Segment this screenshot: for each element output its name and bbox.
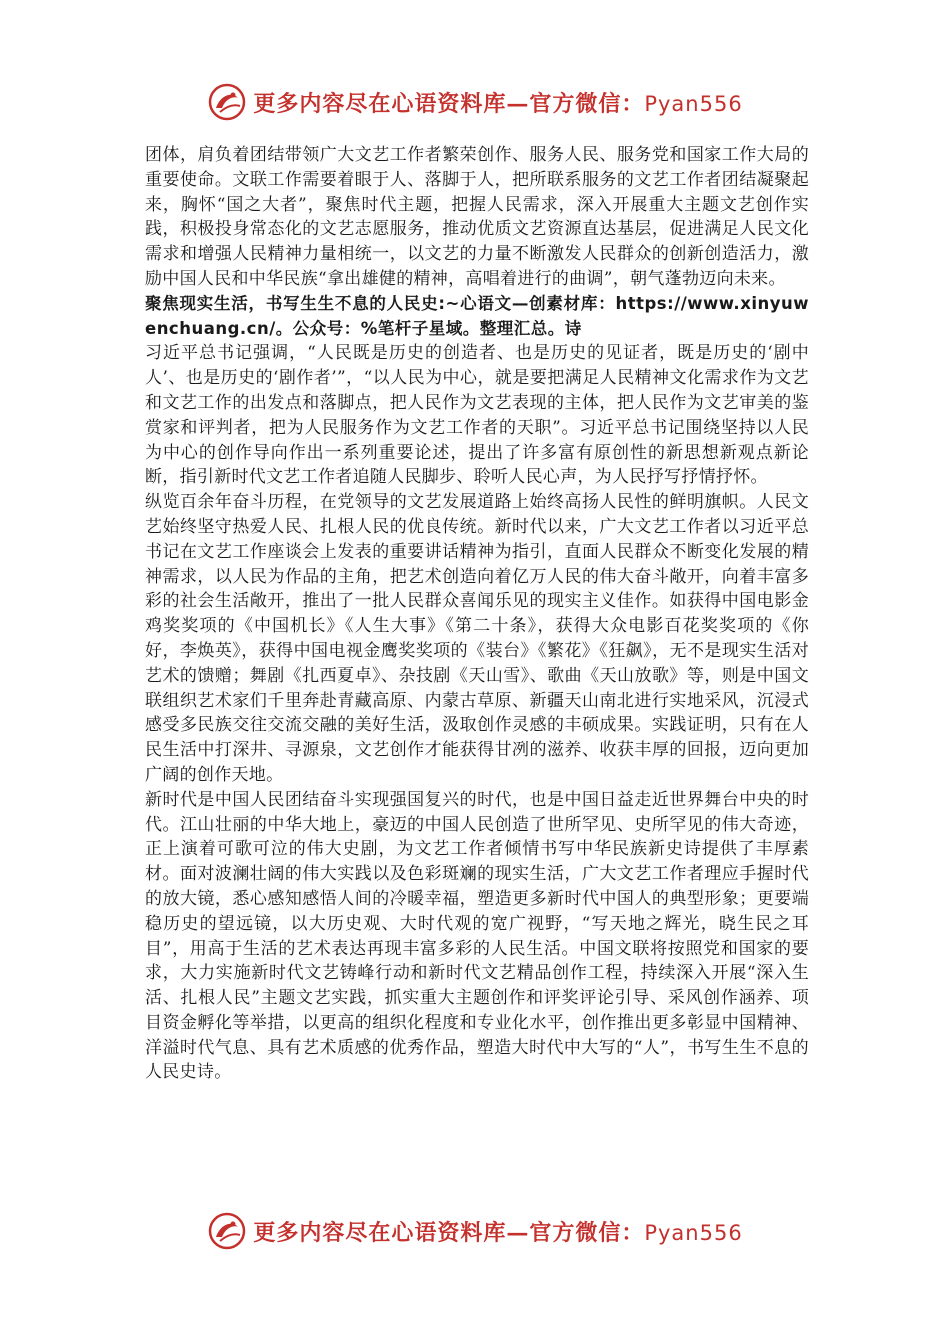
paragraph: 团体，肩负着团结带领广大文艺工作者繁荣创作、服务人民、服务党和国家工作大局的重要使命。文联工作需要着眼于人、落脚于人，把所联系服务的文艺工作者团结凝聚起来，胸怀“国之大者”，聚焦时代主题，把握人民需求，深入开展重大主题文艺创作实践，积极投身常态化的文艺志愿服务，推动优质文艺资源直达基层，促进满足人民文化需求和增强人民精神力量相统一，以文艺的力量不断激发人民群众的创新创造活力，激励中国人民和中华民族“拿出雄健的精神，高唱着进行的曲调”，朝气蓬勃迈向未来。 xyxy=(145,145,809,289)
wechat-id: Pyan556 xyxy=(644,1220,743,1245)
header-banner xyxy=(0,78,950,126)
paragraph: 新时代是中国人民团结奋斗实现强国复兴的时代，也是中国日益走近世界舞台中央的时代。江山壮丽的中华大地上，豪迈的中国人民创造了世所罕见、史所罕见的伟大奇迹，正上演着可歌可泣的伟大史剧，为文艺工作者倾情书写中华民族新史诗提供了丰厚素材。面对波澜壮阔的伟大实践以及色彩斑斓的现实生活，广大文艺工作者理应手握时代的放大镜，悉心感知感悟人间的冷暖幸福，塑造更多新时代中国人的典型形象；更要端稳历史的望远镜，以大历史观、大时代观的宽广视野，“写天地之辉光，晓生民之耳目”，用高于生活的艺术表达再现丰富多彩的人民生活。中国文联将按照党和国家的要求，大力实施新时代文艺铸峰行动和新时代文艺精品创作工程，持续深入开展“深入生活、扎根人民”主题文艺实践，抓实重大主题创作和评奖评论引导、采风创作涵养、项目资金孵化等举措，以更高的组织化程度和专业化水平，创作推出更多彰显中国精神、洋溢时代气息、具有艺术质感的优秀作品，塑造大时代中大写的“人”，书写生生不息的人民史诗。 xyxy=(145,789,809,1083)
banner-text: 更多内容尽在心语资料库—官方微信：Pyan556 xyxy=(253,90,743,117)
paragraph: 习近平总书记强调，“人民既是历史的创造者、也是历史的见证者，既是历史的‘剧中人’、也是历史的‘剧作者’”，“以人民为中心，就是要把满足人民精神文化需求作为文艺和文艺工作的出发点和落脚点，把人民作为文艺表现的主体，把人民作为文艺审美的鉴赏家和评判者，把为人民服务作为文艺工作者的天职”。习近平总书记围绕坚持以人民为中心的创作导向作出一系列重要论述，提出了许多富有原创性的新思想新观点新论断，指引新时代文艺工作者追随人民脚步、聆听人民心声，为人民抒写抒情抒怀。 xyxy=(145,343,809,488)
paragraph: 纵览百余年奋斗历程，在党领导的文艺发展道路上始终高扬人民性的鲜明旗帜。人民文艺始终坚守热爱人民、扎根人民的优良传统。新时代以来，广大文艺工作者以习近平总书记在文艺工作座谈会上发表的重要讲话精神为指引，直面人民群众不断变化发展的精神需求，以人民为作品的主角，把艺术创造向着亿万人民的伟大奋斗敞开，向着丰富多彩的社会生活敞开，推出了一批人民群众喜闻乐见的现实主义佳作。如获得中国电影金鸡奖奖项的《中国机长》《人生大事》《第二十条》，获得大众电影百花奖奖项的《你好，李焕英》，获得中国电视金鹰奖奖项的《装台》《繁花》《狂飙》，无不是现实生活对艺术的馈赠；舞剧《扎西夏卓》、杂技剧《天山雪》、歌曲《天山放歌》等，则是中国文联组织艺术家们千里奔赴青藏高原、内蒙古草原、新疆天山南北进行实地采风，沉浸式感受多民族交往交流交融的美好生活，汲取创作灵感的丰硕成果。实践证明，只有在人民生活中打深井、寻源泉，文艺创作才能获得甘冽的滋养、收获丰厚的回报，迈向更加广阔的创作天地。 xyxy=(145,492,809,785)
swirl-logo-icon xyxy=(207,1211,247,1251)
wechat-id: Pyan556 xyxy=(644,91,743,116)
section-heading: 聚焦现实生活，书写生生不息的人民史:~心语文—创素材库：https://www.xinyuwenchuang.cn/。公众号：%笔杆子星域。整理汇总。诗 xyxy=(145,293,809,338)
banner-text: 更多内容尽在心语资料库—官方微信：Pyan556 xyxy=(253,1219,743,1246)
swirl-logo-icon xyxy=(207,82,247,122)
article-body xyxy=(145,143,809,1085)
footer-banner xyxy=(0,1207,950,1255)
